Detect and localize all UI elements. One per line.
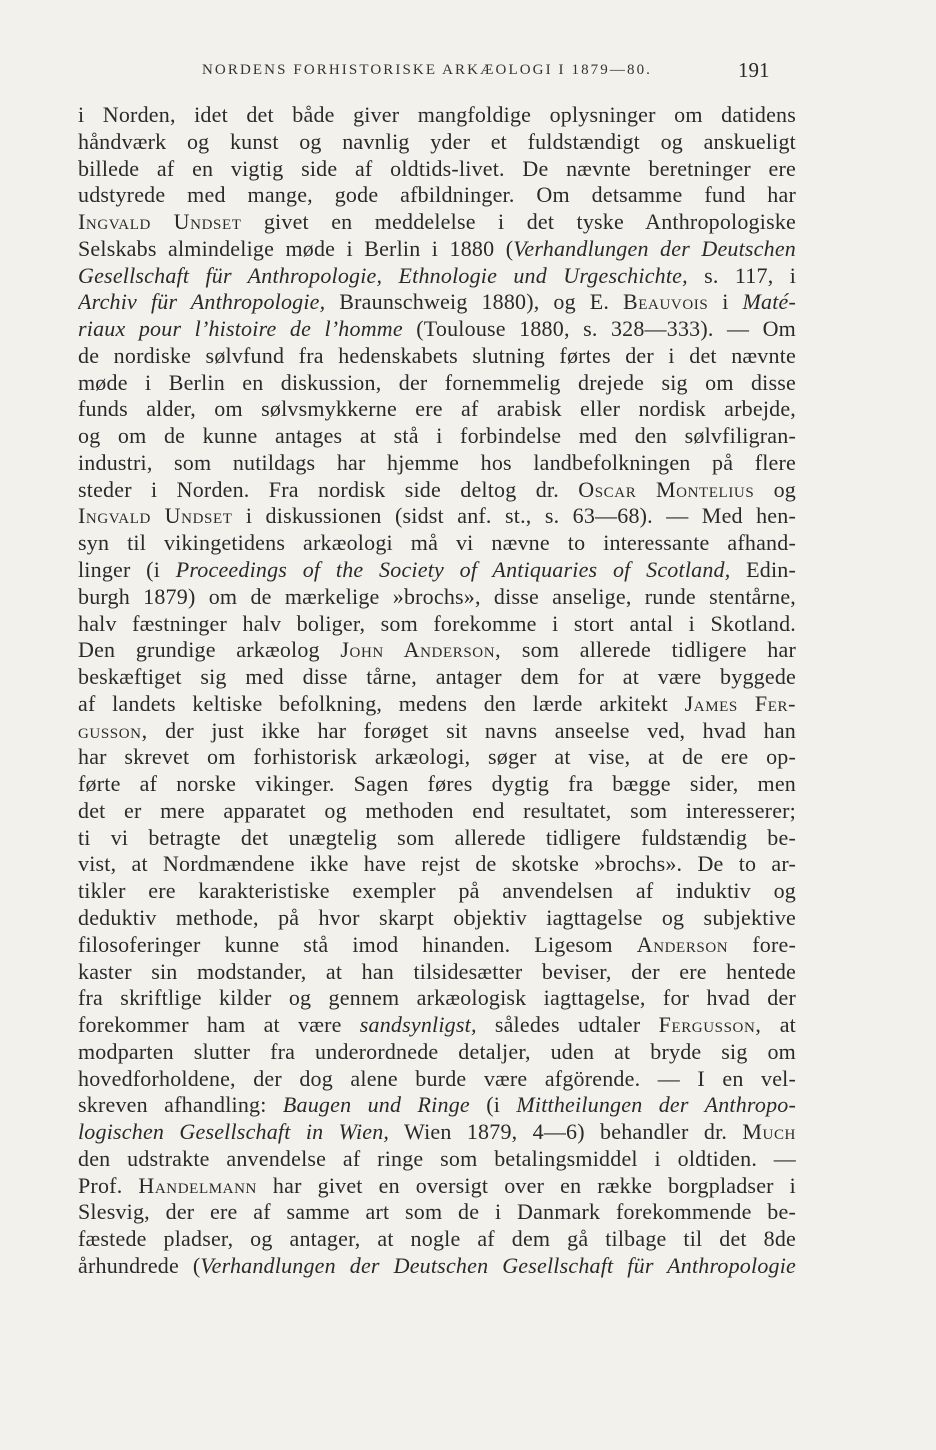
text-run: århundrede ( (78, 1252, 201, 1278)
italic-citation: Archiv für Anthropologie, (78, 289, 326, 315)
text-line (78, 1199, 796, 1226)
text-run: filosoferinger kunne stå imod hinanden. Ligesom (78, 931, 637, 957)
text-line (78, 905, 796, 932)
text-run: fra skriftlige kilder og gennem arkæologisk iagttagelse, for hvad der (78, 985, 796, 1011)
text-run: Den grundige arkæolog (78, 637, 341, 663)
smallcaps-name: Ingvald Undset (78, 209, 242, 235)
text-run: Wien 1879, 4—6) behandler dr. (389, 1119, 743, 1145)
text-run: at (761, 1012, 796, 1038)
italic-citation: Verhandlungen der Deutschen Gesellschaft für Anthropologie (200, 1252, 796, 1278)
text-line (78, 396, 796, 423)
text-run: håndværk og kunst og navnlig yder et fuldstændigt og anskueligt (78, 128, 796, 154)
text-line (78, 530, 796, 557)
text-line (78, 664, 796, 691)
text-line (78, 611, 796, 638)
text-run: forekommer ham at være (78, 1012, 360, 1038)
text-run: (Toulouse 1880, s. 328—333). — Om (402, 316, 796, 342)
text-run: har givet en oversigt over en række borgpladser i (256, 1172, 796, 1198)
italic-citation: Proceedings of the Society of Antiquaries of Scotland, (175, 557, 731, 583)
text-run: steder i Norden. Fra nordisk side deltog dr. (78, 476, 579, 502)
text-line (78, 423, 796, 450)
text-line (78, 1146, 796, 1173)
text-line (78, 209, 796, 236)
text-run: det er mere apparatet og methoden end resultatet, som interesserer; (78, 797, 796, 823)
text-run: de nordiske sølvfund fra hedenskabets slutning førtes der i det nævnte (78, 342, 796, 368)
text-run: deduktiv methode, på hvor skarpt objektiv iagttagelse og subjektive (78, 904, 796, 930)
text-run: møde i Berlin en diskussion, der fornemmelig drejede sig om disse (78, 369, 796, 395)
italic-citation: Maté- (742, 289, 796, 315)
text-line (78, 584, 796, 611)
text-run: i Norden, idet det både giver mangfoldige oplysninger om datidens (78, 102, 796, 127)
smallcaps-name: Oscar Montelius (578, 476, 755, 502)
text-run: der just ikke har forøget sit navns anseelse ved, hvad han (147, 717, 796, 743)
text-run: ti vi betragte det unægtelig som allerede tidligere fuldstændig be- (78, 824, 796, 850)
text-run: har skrevet om forhistorisk arkæologi, søger at vise, at de ere op- (78, 744, 796, 770)
smallcaps-name: Ingvald Undset (78, 503, 233, 529)
smallcaps-name: James Fer- (684, 690, 796, 716)
text-line (78, 1092, 796, 1119)
text-run: Selskabs almindelige møde i Berlin i 1880 ( (78, 235, 514, 261)
text-run: førte af norske vikinger. Sagen føres dygtig fra bægge sider, men (78, 771, 796, 797)
text-line (78, 637, 796, 664)
italic-citation: Gesellschaft für Anthropologie, Ethnologie und Urgeschichte, (78, 262, 688, 288)
smallcaps-name: John Anderson, (340, 637, 502, 663)
text-line (78, 236, 796, 263)
italic-emphasis: sandsynligst, (359, 1012, 477, 1038)
text-run: funds alder, om sølvsmykkerne ere af arabisk eller nordisk arbejde, (78, 396, 796, 422)
text-run: modparten slutter fra underordnede detaljer, uden at bryde sig om (78, 1038, 796, 1064)
text-run: kaster sin modstander, at han tilsidesætter beviser, der ere hentede (78, 958, 796, 984)
text-line (78, 343, 796, 370)
text-line (78, 691, 796, 718)
text-line (78, 156, 796, 183)
text-line (78, 959, 796, 986)
smallcaps-name: Much (742, 1119, 796, 1145)
text-run: Edin- (730, 557, 796, 583)
italic-citation: Baugen und Ringe (282, 1092, 470, 1118)
text-run: Braunschweig 1880), og E. (325, 289, 623, 315)
text-run: (i (469, 1092, 517, 1118)
text-line (78, 1253, 796, 1280)
text-line (78, 289, 796, 316)
italic-citation: logischen Gesellschaft in Wien, (78, 1119, 390, 1145)
text-line (78, 263, 796, 290)
text-run: s. 117, i (687, 262, 796, 288)
page-number: 191 (738, 58, 770, 82)
text-run: i (708, 289, 743, 315)
text-run: og om de kunne antages at stå i forbindelse med den sølvfiligran- (78, 423, 796, 449)
smallcaps-name: Beauvois (622, 289, 709, 315)
text-run: vist, at Nordmændene ikke have rejst de skotske »brochs». De to ar- (78, 851, 796, 877)
text-run: udstyrede med mange, gode afbildninger. Om detsamme fund har (78, 182, 796, 208)
text-line (78, 744, 796, 771)
text-run: og (754, 476, 796, 502)
text-line (78, 1066, 796, 1093)
text-line (78, 1119, 796, 1146)
text-run: industri, som nutildags har hjemme hos landbefolkningen på flere (78, 449, 796, 475)
italic-citation: Verhandlungen der Deutschen (513, 235, 796, 261)
text-line (78, 798, 796, 825)
text-line (78, 878, 796, 905)
text-run: således udtaler (476, 1012, 659, 1038)
text-line (78, 182, 796, 209)
text-run: som allerede tidligere har (501, 637, 796, 663)
text-run: i diskussionen (sidst anf. st., s. 63—68). — Med hen- (232, 503, 796, 529)
text-run: syn til vikingetidens arkæologi må vi nævne to interessante afhand- (78, 530, 796, 556)
smallcaps-name: gusson, (78, 717, 148, 743)
text-run: linger (i (78, 557, 176, 583)
smallcaps-name: Fergusson, (658, 1012, 762, 1038)
italic-citation: riaux pour l’histoire de l’homme (78, 316, 403, 342)
text-line (78, 477, 796, 504)
text-run: fore- (728, 931, 796, 957)
text-run: skreven afhandling: (78, 1092, 283, 1118)
text-line (78, 129, 796, 156)
text-line (78, 851, 796, 878)
running-head: NORDENS FORHISTORISKE ARKÆOLOGI I 1879—80. (202, 62, 653, 78)
text-line (78, 450, 796, 477)
body-text (78, 102, 796, 1280)
smallcaps-name: Anderson (636, 931, 729, 957)
text-run: tikler ere karakteristiske exempler på anvendelsen af induktiv og (78, 878, 796, 904)
text-run: Prof. (78, 1172, 139, 1198)
italic-citation: Mittheilungen der Anthropo- (516, 1092, 796, 1118)
text-run: af landets keltiske befolkning, medens den lærde arkitekt (78, 690, 685, 716)
text-line (78, 771, 796, 798)
smallcaps-name: Handelmann (138, 1172, 257, 1198)
text-line (78, 503, 796, 530)
text-line (78, 985, 796, 1012)
text-run: givet en meddelelse i det tyske Anthropologiske (241, 209, 796, 235)
text-line (78, 718, 796, 745)
text-run: billede af en vigtig side af oldtids-livet. De nævnte beretninger ere (78, 155, 796, 181)
text-run: den udstrakte anvendelse af ringe som betalingsmiddel i oldtiden. — (78, 1145, 796, 1171)
text-line (78, 1039, 796, 1066)
text-line (78, 825, 796, 852)
text-run: hovedforholdene, der dog alene burde være afgörende. — I en vel- (78, 1065, 796, 1091)
text-run: burgh 1879) om de mærkelige »brochs», disse anselige, runde stentårne, (78, 583, 796, 609)
text-line (78, 1226, 796, 1253)
text-line (78, 370, 796, 397)
text-run: Slesvig, der ere af samme art som de i Danmark forekommende be- (78, 1199, 796, 1225)
text-line (78, 932, 796, 959)
text-run: halv fæstninger halv boliger, som forekomme i stort antal i Skotland. (78, 610, 796, 636)
text-line (78, 1173, 796, 1200)
text-line (78, 1012, 796, 1039)
text-run: beskæftiget sig med disse tårne, antager dem for at være byggede (78, 664, 796, 690)
text-line (78, 102, 796, 129)
text-line (78, 557, 796, 584)
text-run: fæstede pladser, og antager, at nogle af dem gå tilbage til det 8de (78, 1226, 796, 1252)
text-line (78, 316, 796, 343)
